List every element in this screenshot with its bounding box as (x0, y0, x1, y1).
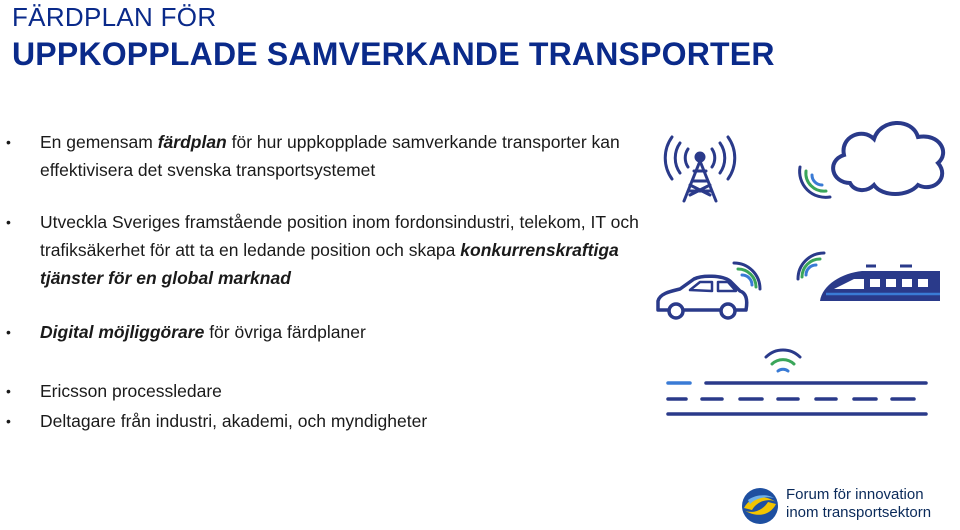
bullet-dot: • (6, 413, 11, 429)
forum-logo (738, 484, 960, 528)
bullet-dot: • (6, 324, 11, 340)
connected-transport-illustration (650, 105, 950, 425)
page-title-line2: UPPKOPPLADE SAMVERKANDE TRANSPORTER (12, 36, 775, 72)
logo-icon (740, 486, 780, 526)
wifi-signal-icon (798, 253, 824, 279)
logo-text (786, 486, 931, 522)
bullet-text-emphasis: konkurrenskraftiga tjänster för en global marknad (40, 240, 619, 288)
wifi-signal-icon (766, 350, 800, 371)
bullet-text (40, 318, 640, 346)
wifi-signal-icon (734, 263, 760, 289)
logo-text-line1: Forum för innovation (786, 486, 924, 503)
road-icon (668, 383, 926, 414)
bullet-text-emphasis: färdplan (157, 132, 227, 152)
logo-text-line2: inom transportsektorn (786, 504, 932, 521)
wifi-signal-icon (800, 167, 830, 197)
bullet-dot: • (6, 383, 11, 399)
bullet-text-part: En gemensam (40, 132, 158, 152)
bullet-text (40, 208, 640, 292)
bullet-text-part: för övriga färdplaner (204, 322, 366, 342)
bullet-text: Ericsson processledare (40, 381, 222, 401)
bullet-text-emphasis: Digital möjliggörare (40, 322, 205, 342)
bullet-text-part: Utveckla Sveriges framstående position inom fordonsindustri, telekom, IT och trafiksäkerhet för att ta en ledande position och skapa (40, 212, 639, 260)
bullet-text (40, 128, 640, 184)
radio-tower-icon (665, 137, 735, 201)
cloud-icon (833, 123, 943, 194)
train-icon (820, 266, 940, 301)
bullet-dot: • (6, 134, 11, 150)
car-icon (658, 276, 747, 318)
bullet-text-part: för hur uppkopplade samverkande transporter kan effektivisera det svenska transportsystemet (40, 132, 620, 180)
page-title-line1: FÄRDPLAN FÖR (12, 2, 217, 32)
bullet-text: Deltagare från industri, akademi, och myndigheter (40, 411, 428, 431)
bullet-dot: • (6, 214, 11, 230)
